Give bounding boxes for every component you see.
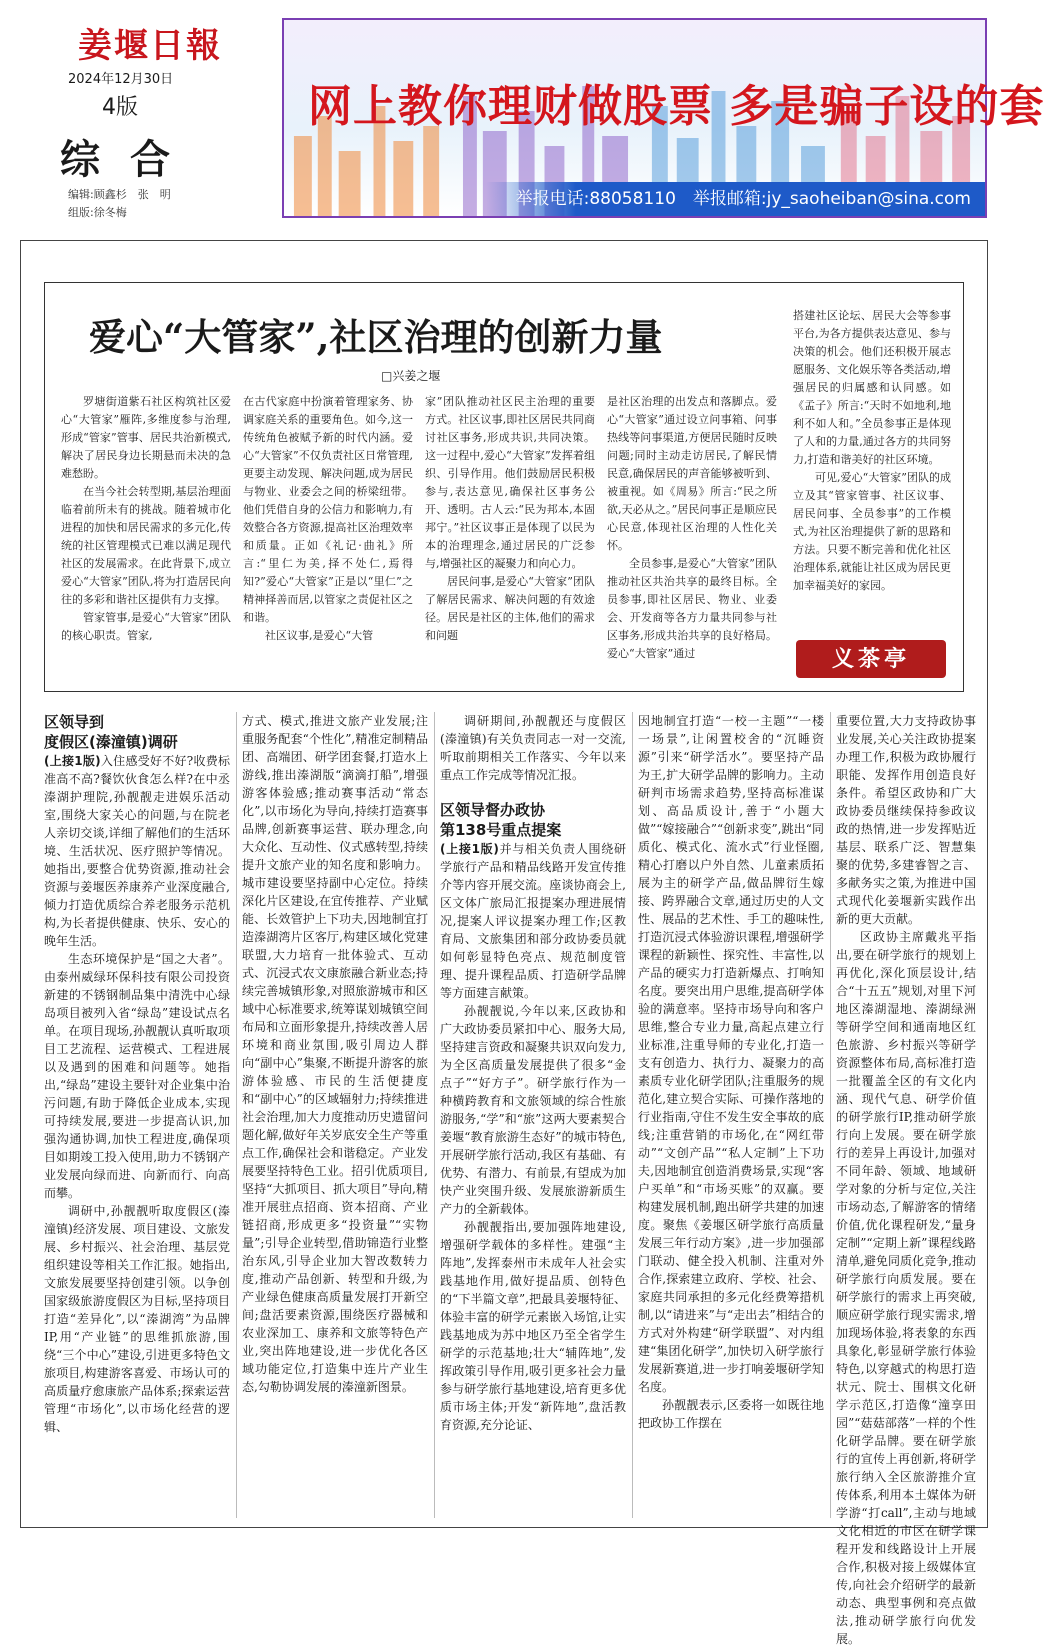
paragraph: 家”团队推动社区民主治理的重要方式。社区议事,即社区居民共同商讨社区事务,形成共识,共同决策。这一过程中,爱心“大管家”发挥着组织、引导作用。他们鼓励居民积极参与,表达意见,确保社区事务公开、透明。古人云:“民为邦本,本固邦宁。”社区议事正是体现了以民为本的治理理念,通过居民的广泛参与,增强社区的凝聚力和向心力。 [425, 395, 595, 570]
continued-marker: (上接1版) [44, 754, 101, 768]
report-contact: 举报电话:88058110 举报邮箱:jy_saoheiban@sina.com [486, 182, 985, 216]
paragraph: 孙靓靓表示,区委将一如既往地把政协工作摆在 [638, 1398, 824, 1430]
paragraph: 全员参事,是爱心“大管家”团队推动社区共治共享的最终目标。全员参事,即社区居民、物业、业委会、开发商等各方力量共同参与社区事务,形成共治共享的良好格局。爱心“大管家”通过 [607, 557, 777, 660]
feature-column-3 [425, 393, 595, 683]
paragraph: 入住感受好不好?收费标准高不高?餐饮伙食怎么样?在中丞溱湖护理院,孙靓靓走进娱乐活动室,围绕大家关心的问题,与在院老人亲切交谈,详细了解他们的生活环境、生活状况、医疗照护等情况。她指出,要整合优势资源,推动社会资源与姜堰医养康养产业深度融合,倾力打造优质综合养老服务示范机构,为长者提供健康、快乐、安心的晚年生活。 [44, 754, 231, 948]
editors-line: 编辑:顾鑫杉 张 明 [68, 188, 171, 201]
column-divider [236, 712, 237, 1518]
column-divider [434, 712, 435, 1518]
column-stamp-logo: 义茶亭 [796, 640, 946, 678]
article-column-5 [836, 712, 976, 1646]
article-column-2 [242, 712, 428, 1518]
feature-column-5 [793, 307, 951, 637]
paragraph: 在当今社会转型期,基层治理面临着前所未有的挑战。随着城市化进程的加快和居民需求的多元化,传统的社区管理模式已难以满足现代社区的发展需求。在此背景下,成立爱心“大管家”团队,将为打造居民向往的多彩和谐社区提供有力支撑。 [61, 485, 231, 606]
article-2-headline-line-2: 第138号重点提案 [440, 821, 562, 839]
paragraph: 因地制宜打造“一校一主题”“一楼一场景”,让闲置校舍的“沉睡资源”引来“研学活水”。要坚持产品为王,扩大研学品牌的影响力。主动研判市场需求趋势,坚持高标准谋划、高品质设计,善于“小题大做”“嫁接融合”“创新求变”,跳出“同质化、模式化、流水式”行业怪圈,精心打磨以户外自然、儿童素质拓展为主的研学产品,做品牌衍生嫁接、跨界融合文章,通过历史的人文性、展品的艺术性、手工的趣味性,打造沉浸式体验游识课程,增强研学课程的新颖性、探究性、丰富性,以产品的硬实力打造新爆点、打响知名度。要突出用户思维,提高研学体验的满意率。坚持市场导向和客户思维,整合专业力量,高起点建立行业标准,注重导师的专业化,打造一支有创造力、执行力、凝聚力的高素质专业化研学团队;注重服务的规范化,建立契合实际、可操作落地的行业指南,守住不发生安全事故的底线;注重营销的市场化,在“网红带动”“文创产品”“私人定制”上下功夫,因地制宜创造消费场景,实现“客户买单”和“市场买账”的双赢。要构建发展机制,跑出研学共建的加速度。聚焦《姜堰区研学旅行高质量发展三年行动方案》,进一步加强部门联动、健全投入机制、注重对外合作,探索建立政府、学校、社会、家庭共同承担的多元化经费筹措机制,以“请进来”与“走出去”相结合的方式对外构建“研学联盟”、对内组建“集团化研学”,加快切入研学旅行发展新赛道,进一步打响姜堰研学知名度。 [638, 714, 824, 1394]
paragraph: 管家管事,是爱心“大管家”团队的核心职责。管家, [61, 611, 231, 642]
typesetter-line: 组版:徐冬梅 [68, 206, 127, 219]
feature-byline: □兴姜之堰 [381, 369, 441, 383]
column-divider [830, 712, 831, 1518]
newspaper-logo: 姜堰日報 [78, 26, 222, 66]
paragraph: 调研期间,孙靓靓还与度假区(溱潼镇)有关负责同志一对一交流,听取前期相关工作落实、今年以来重点工作完成等情况汇报。 [440, 714, 626, 782]
paragraph: 区政协主席戴兆平指出,要在研学旅行的规划上再优化,深化顶层设计,结合“十五五”规划,对里下河地区溱湖湿地、溱湖绿洲等研学空间和通南地区红色旅游、乡村振兴等研学资源整体布局,高标准打造一批覆盖全区的有文化内涵、现代气息、研学价值的研学旅行IP,推动研学旅行向上发展。要在研学旅行的差异上再设计,加强对不同年龄、领域、地域研学对象的分析与定位,关注市场动态,了解游客的情绪价值,优化课程研发,“量身定制”“定期上新”课程线路清单,避免同质化竞争,推动研学旅行向质发展。要在研学旅行的需求上再突破,顺应研学旅行现实需求,增加现场体验,将表象的东西具象化,彰显研学旅行体验特色,以穿越式的构思打造状元、院士、围棋文化研学示范区,打造像“潼享田园”“菇菇部落”一样的个性化研学品牌。要在研学旅行的宣传上再创新,将研学旅行纳入全区旅游推介宣传体系,利用本土媒体为研学游“打call”,主动与地域文化相近的市区在研学课程开发和线路设计上开展合作,积极对接上级媒体宣传,向社会介绍研学的最新动态、典型事例和亮点做法,推动研学旅行向优发展。 [836, 930, 976, 1646]
paragraph: 调研中,孙靓靓听取度假区(溱潼镇)经济发展、项目建设、文旅发展、乡村振兴、社会治理、基层党组织建设等相关工作汇报。她指出,文旅发展要坚持创建引领。以争创国家级旅游度假区为目标,坚持项目打造“差异化”,以“溱湖湾”为品牌IP,用“产业链”的思维抓旅游,围绕“三个中心”建设,引进更多特色文旅项目,构建游客喜爱、市场认可的高质量疗愈康旅产品体系;探索运营管理“市场化”,以市场化经营的逻辑、 [44, 1204, 230, 1434]
continued-marker: (上接1版) [440, 842, 499, 856]
paragraph: 可见,爱心“大管家”团队的成立及其“管家管事、社区议事、居民问事、全员参事”的工作模式,为社区治理提供了新的思路和方法。只要不断完善和优化社区治理体系,就能让社区成为居民更加幸福美好的家园。 [793, 471, 951, 592]
paragraph: 孙靓靓指出,要加强阵地建设,增强研学载体的多样性。建强“主阵地”,发挥泰州市未成年人社会实践基地作用,做好提品质、创特色的“下半篇文章”,把最具姜堰特征、体验丰富的研学元素嵌入场馆,让实践基地成为苏中地区乃至全省学生研学的示范基地;壮大“辅阵地”,发挥政策引导作用,吸引更多社会力量参与研学旅行基地建设,培育更多优质市场主体;开发“新阵地”,盘活教育资源,充分论证、 [440, 1220, 626, 1432]
article-2-headline-line-1: 区领导督办政协 [440, 801, 546, 819]
masthead [60, 18, 270, 223]
column-divider [632, 712, 633, 1518]
paragraph: 并与相关负责人围绕研学旅行产品和精品线路开发宣传推介等内容开展交流。座谈协商会上,区文体广旅局汇报提案办理进展情况,提案人评议提案办理工作;区教育局、文旅集团和部分政协委员就如何彰显特色亮点、规范制度管理、提升课程品质、打造研学品牌等方面建言献策。 [440, 842, 626, 1000]
paragraph: 重要位置,大力支持政协事业发展,关心关注政协提案办理工作,积极为政协履行职能、发挥作用创造良好条件。希望区政协和广大政协委员继续保持参政议政的热情,进一步发挥贴近基层、联系广泛、智慧集聚的优势,多建睿智之言、多献务实之策,为推进中国式现代化姜堰新实践作出新的更大贡献。 [836, 714, 976, 926]
feature-column-1 [61, 393, 231, 683]
feature-column-2 [243, 393, 413, 683]
paragraph: 罗塘街道紫石社区构筑社区爱心“大管家”雁阵,多维度参与治理,形成“管家”管事、居民共治新模式,解决了居民身边长期悬而未决的急难愁盼。 [61, 395, 231, 480]
article-1-headline-line-2: 度假区(溱潼镇)调研 [44, 733, 178, 751]
paragraph: 方式、模式,推进文旅产业发展;注重服务配套“个性化”,精准定制精品团、高端团、研学团套餐,打造水上游线,推出溱湖版“滴滴打船”,增强游客体验感;推动赛事活动“常态化”,以市场化为导向,持续打造赛事品牌,创新赛事运营、联办理念,向大众化、互动性、仪式感转型,持续提升文旅产业的知名度和影响力。城市建设要坚持副中心定位。持续深化片区建设,在宜传推荐、产业赋能、长效管护上下功夫,因地制宜打造溱湖湾片区客厅,构建区域化党建联盟,大力培育一批体验式、互动式、沉浸式农文康旅融合新业态;持续完善城镇形象,对照旅游城市和区域中心标准要求,统筹谋划城镇空间布局和立面形象提升,持续改善人居环境和商业氛围,吸引周边人群向“副中心”集聚,不断提升游客的旅游体验感、市民的生活便捷度和“副中心”的区域辐射力;持续推进社会治理,加大力度推动历史遗留问题化解,做好年关岁底安全生产等重点工作,确保社会和谐稳定。产业发展要坚持特色工业。招引优质项目,坚持“大抓项目、抓大项目”导向,精准开展驻点招商、资本招商、产业链招商,形成更多“投资量”“实物量”;引导企业转型,借助锦造行业整治东风,引导企业加大智改数转力度,推动产品创新、转型和升级,为产业绿色健康高质量发展打开新空间;盘活要素资源,围绕医疗器械和农业深加工、康养和文旅等特色产业,突出阵地建设,进一步优化各区域功能定位,打造集中连片产业生态,勾勒协调发展的溱潼新图景。 [242, 714, 428, 1394]
paragraph: 社区议事,是爱心“大管 [265, 629, 374, 642]
article-column-3 [440, 712, 626, 1518]
paragraph: 生态环境保护是“国之大者”。由泰州威绿环保科技有限公司投资新建的不锈钢制品集中清洗中心绿岛项目被列入省“绿岛”建设试点名单。在项目现场,孙靓靓认真听取项目工艺流程、运营模式、工程进展以及遇到的困难和问题等。她指出,“绿岛”建设主要针对企业集中治污问题,有助于降低企业成本,实现可持续发展,要进一步提高认识,加强沟通协调,加快工程进度,确保项目如期竣工投入使用,助力不锈钢产业发展向绿而进、向新而行、向高而攀。 [44, 952, 230, 1200]
paragraph: 孙靓靓说,今年以来,区政协和广大政协委员紧扣中心、服务大局,坚持建言资政和凝聚共识双向发力,为全区高质量发展提供了很多“金点子”“好方子”。研学旅行作为一种横跨教育和文旅领域的综合性旅游服务,“学”和“旅”这两大要素契合姜堰“教育旅游生态好”的城市特色,开展研学旅行活动,我区有基础、有优势、有潜力、有前景,有望成为加快产业突围升级、发展旅游新质生产力的全新载体。 [440, 1004, 626, 1216]
paragraph: 搭建社区论坛、居民大会等参事平台,为各方提供表达意见、参与决策的机会。他们还积极开展志愿服务、文化娱乐等各类活动,增强居民的归属感和认同感。如《孟子》所言:“天时不如地利,地利不如人和。”全员参事正是体现了人和的力量,通过各方的共同努力,打造和谐美好的社区环境。 [793, 309, 951, 466]
section-title: 综合 [60, 136, 200, 183]
edition-number: 4版 [102, 95, 138, 120]
feature-article-box [44, 282, 964, 692]
editor-credits [68, 186, 171, 222]
article-1-headline-line-1: 区领导到 [44, 713, 105, 731]
article-column-1 [44, 712, 230, 1518]
banner-headline: 网上教你理财做股票 多是骗子设的套 [308, 81, 1044, 132]
feature-headline: 爱心“大管家”,社区治理的创新力量 [89, 315, 663, 359]
article-column-4 [638, 712, 824, 1518]
anti-fraud-banner [282, 18, 1044, 218]
paragraph: 居民问事,是爱心“大管家”团队了解居民需求、解决问题的有效途径。居民是社区的主体,他们的需求和问题 [425, 575, 595, 642]
paragraph: 是社区治理的出发点和落脚点。爱心“大管家”通过设立问事箱、问事热线等问事渠道,方便居民随时反映问题;同时主动走访居民,了解民情民意,确保居民的声音能够被听到、被重视。如《周易》所言:“民之所欲,天必从之。”居民问事正是顺应民心民意,体现社区治理的人性化关怀。 [607, 395, 777, 552]
issue-date: 2024年12月30日 [68, 72, 174, 87]
feature-column-4 [607, 393, 777, 683]
paragraph: 在古代家庭中扮演着管理家务、协调家庭关系的重要角色。如今,这一传统角色被赋予新的时代内涵。爱心“大管家”不仅负责社区日常管理,更要主动发现、解决问题,成为居民与物业、业委会之间的桥梁纽带。他们凭借自身的公信力和影响力,有效整合各方资源,提高社区治理效率和质量。正如《礼记·曲礼》所言:“里仁为美,择不处仁,焉得知?”爱心“大管家”正是以“里仁”之精神择善而居,以管家之责促社区之和谐。 [243, 395, 413, 624]
